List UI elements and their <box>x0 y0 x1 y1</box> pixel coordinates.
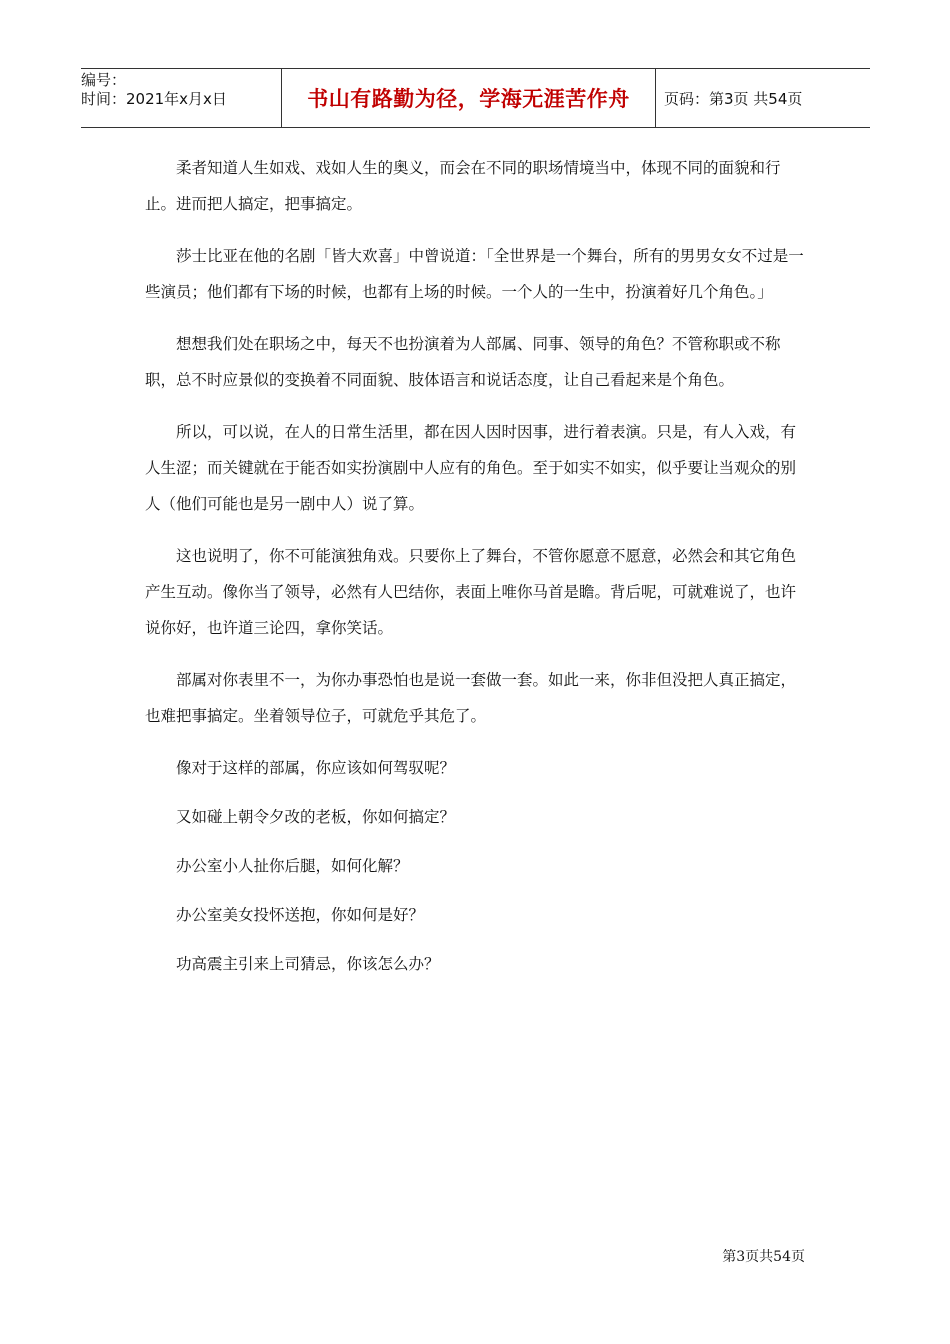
paragraph: 办公室小人扯你后腿，如何化解？ <box>176 857 409 875</box>
paragraph: 所以，可以说，在人的日常生活里，都在因人因时因事，进行着表演。只是，有人入戏，有人生涩；而关键就在于能否如实扮演剧中人应有的角色。至于如实不如实，似乎要让当观众的别人（他们可能也是另一剧中人）说了算。 <box>145 423 797 513</box>
paragraph: 像对于这样的部属，你应该如何驾驭呢？ <box>176 759 456 777</box>
header-meta <box>81 69 281 129</box>
header-divider <box>655 69 656 127</box>
date-label: 时间：2021年x月x日 <box>81 90 227 108</box>
document-body <box>145 150 810 982</box>
paragraph: 功高震主引来上司猜忌，你该怎么办？ <box>176 955 440 973</box>
serial-number-label: 编号： <box>81 71 127 89</box>
paragraph: 这也说明了，你不可能演独角戏。只要你上了舞台，不管你愿意不愿意，必然会和其它角色产生互动。像你当了领导，必然有人巴结你，表面上唯你马首是瞻。背后呢，可就难说了，也许说你好，也许道三论四，拿你笑话。 <box>145 547 797 637</box>
header-page-info: 页码：第3页 共54页 <box>664 89 803 108</box>
paragraph: 又如碰上朝令夕改的老板，你如何搞定？ <box>176 808 456 826</box>
header-motto: 书山有路勤为径，学海无涯苦作舟 <box>307 87 630 111</box>
paragraph: 部属对你表里不一，为你办事恐怕也是说一套做一套。如此一来，你非但没把人真正搞定，也难把事搞定。坐着领导位子，可就危乎其危了。 <box>145 671 797 725</box>
paragraph: 莎士比亚在他的名剧「皆大欢喜」中曾说道：「全世界是一个舞台，所有的男男女女不过是一些演员；他们都有下场的时候，也都有上场的时候。一个人的一生中，扮演着好几个角色。」 <box>145 247 804 301</box>
page-header <box>81 68 870 128</box>
paragraph: 柔者知道人生如戏、戏如人生的奥义，而会在不同的职场情境当中，体现不同的面貌和行止。进而把人搞定，把事搞定。 <box>145 159 781 213</box>
paragraph: 办公室美女投怀送抱，你如何是好？ <box>176 906 425 924</box>
paragraph: 想想我们处在职场之中，每天不也扮演着为人部属、同事、领导的角色？不管称职或不称职，总不时应景似的变换着不同面貌、肢体语言和说话态度，让自己看起来是个角色。 <box>145 335 781 389</box>
page-footer: 第3页共54页 <box>722 1249 805 1265</box>
